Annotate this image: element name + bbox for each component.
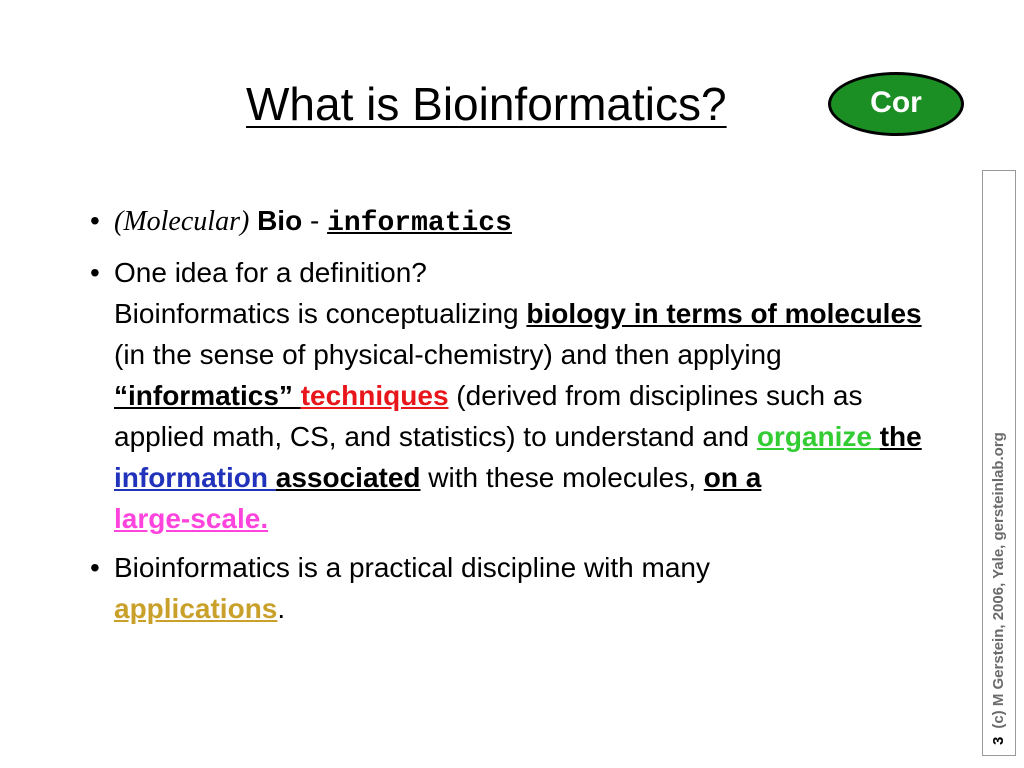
bullet-list	[90, 200, 940, 637]
biology-terms-text: biology in terms of molecules	[526, 298, 922, 329]
molecular-text: (Molecular)	[114, 206, 250, 237]
practical-text: Bioinformatics is a practical discipline with many	[114, 552, 710, 583]
on-a-text: on a	[703, 462, 762, 493]
page-number: 3	[990, 736, 1007, 745]
copyright-text: (c) M Gerstein, 2006, Yale, gersteinlab.org	[990, 432, 1007, 729]
informatics-quoted: “informatics”	[114, 380, 301, 411]
core-badge-label: Cor	[870, 86, 922, 119]
period-text: .	[277, 593, 286, 624]
techniques-text: techniques	[300, 380, 449, 411]
bullet-dot: •	[90, 205, 100, 236]
dash-text: -	[302, 205, 328, 236]
definition-text-4: with these molecules,	[420, 462, 704, 493]
copyright-footer	[990, 432, 1008, 745]
bullet-dot: •	[90, 552, 100, 583]
bio-text: Bio	[257, 205, 303, 236]
information-text: information	[114, 462, 276, 493]
bullet-dot: •	[90, 257, 100, 288]
definition-text-3: (derived from disciplines such as applied math, CS, and statistics) to understand and	[114, 380, 863, 452]
definition-intro: One idea for a definition?	[114, 257, 427, 288]
the-text: the	[879, 421, 922, 452]
associated-text: associated	[275, 462, 421, 493]
bullet-item-2	[90, 252, 940, 539]
definition-text-2: (in the sense of physical-chemistry) and then applying	[114, 339, 782, 370]
applications-text: applications	[114, 593, 278, 624]
bullet-item-1	[90, 200, 940, 244]
slide-title: What is Bioinformatics?	[246, 78, 727, 130]
definition-text-1: Bioinformatics is conceptualizing	[114, 298, 527, 329]
large-scale-text: large-scale.	[114, 503, 269, 534]
core-badge	[828, 72, 964, 136]
informatics-code: informatics	[327, 208, 512, 239]
bullet-item-3	[90, 547, 940, 629]
organize-text: organize	[756, 421, 880, 452]
